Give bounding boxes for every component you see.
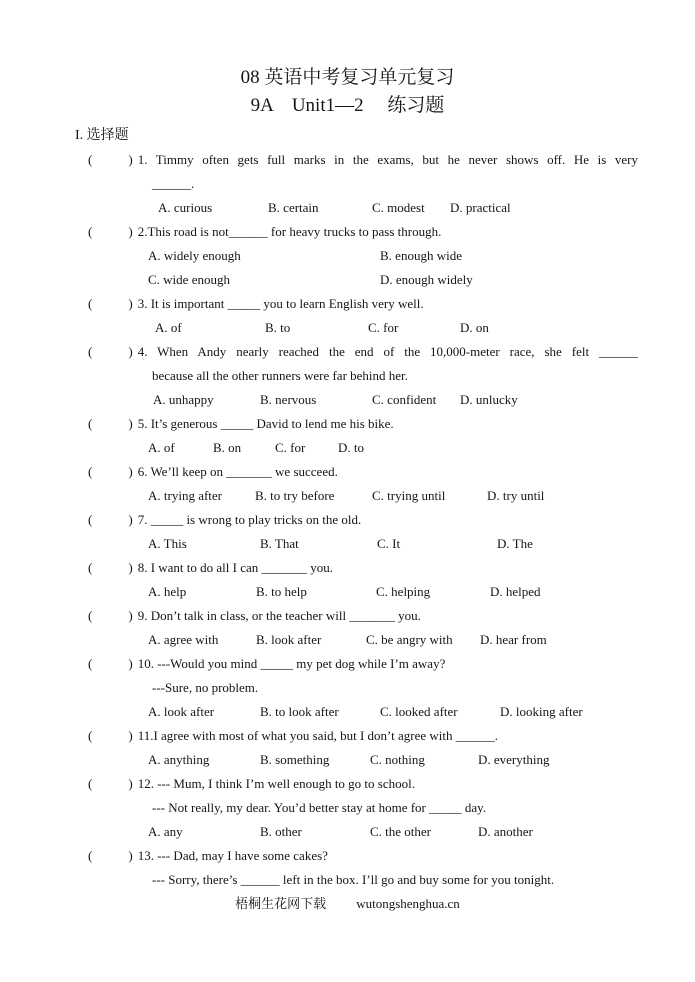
option-label: C. looked after: [380, 704, 458, 719]
answer-bracket-close: ): [128, 848, 133, 863]
option-label: B. look after: [256, 632, 322, 647]
question-first-line: [88, 148, 638, 172]
question-3: [88, 292, 638, 340]
option-label: A. of: [155, 320, 182, 335]
option-label: A. look after: [148, 704, 215, 719]
answer-bracket-close: ): [128, 464, 133, 479]
doc-title: [0, 64, 695, 120]
question-continuation-line: [88, 676, 638, 700]
question-text: because all the other runners were far behind her.: [152, 368, 408, 383]
option-label: C. nothing: [370, 752, 425, 767]
answer-bracket-close: ): [128, 776, 133, 791]
question-6: [88, 460, 638, 508]
option-label: A. agree with: [148, 632, 219, 647]
answer-bracket-open: (: [88, 656, 93, 671]
question-continuation-line: [88, 364, 638, 388]
option-label: C. for: [368, 320, 399, 335]
answer-bracket-open: (: [88, 296, 93, 311]
question-first-line: [88, 340, 638, 364]
answer-bracket-open: (: [88, 728, 93, 743]
question-11: [88, 724, 638, 772]
option-label: C. confident: [372, 392, 437, 407]
answer-bracket-close: ): [128, 416, 133, 431]
option-label: D. The: [497, 536, 533, 551]
answer-bracket-open: (: [88, 152, 93, 167]
option-label: D. helped: [490, 584, 541, 599]
answer-bracket-close: ): [128, 152, 133, 167]
question-1: [88, 148, 638, 220]
option-label: A. trying after: [148, 488, 223, 503]
question-first-line: [88, 460, 638, 484]
option-row: [88, 388, 638, 412]
option-label: A. any: [148, 824, 183, 839]
option-label: A. help: [148, 584, 187, 599]
option-label: A. curious: [158, 200, 213, 215]
option-row: [88, 532, 638, 556]
option-row: [88, 628, 638, 652]
answer-bracket-open: (: [88, 512, 93, 527]
option-label: D. everything: [478, 752, 550, 767]
answer-bracket-close: ): [128, 608, 133, 623]
footer-site-name: 梧桐生花网下载: [235, 896, 327, 911]
question-13: [88, 844, 638, 892]
doc-title-line1: 08 英语中考复习单元复习: [240, 67, 455, 88]
question-text: 8. I want to do all I can _______ you.: [137, 560, 334, 575]
question-first-line: [88, 844, 638, 868]
option-label: B. to look after: [260, 704, 339, 719]
option-label: A. This: [148, 536, 187, 551]
question-4: [88, 340, 638, 412]
option-label: D. practical: [450, 200, 511, 215]
question-continuation-line: [88, 796, 638, 820]
footer-site-url: wutongshenghua.cn: [356, 896, 460, 911]
answer-bracket-open: (: [88, 464, 93, 479]
question-text: 12. --- Mum, I think I’m well enough to go to school.: [137, 776, 415, 791]
answer-bracket-open: (: [88, 608, 93, 623]
option-label: D. another: [478, 824, 533, 839]
answer-bracket-close: ): [128, 560, 133, 575]
question-first-line: [88, 508, 638, 532]
option-label: D. enough widely: [380, 272, 473, 287]
question-text: --- Sorry, there’s ______ left in the box. I’ll go and buy some for you tonight.: [152, 872, 555, 887]
option-label: C. for: [275, 440, 306, 455]
question-text: 3. It is important _____ you to learn English very well.: [137, 296, 424, 311]
option-row: [88, 580, 638, 604]
option-label: D. to: [338, 440, 364, 455]
option-row: [88, 316, 638, 340]
answer-bracket-open: (: [88, 416, 93, 431]
question-10: [88, 652, 638, 724]
question-5: [88, 412, 638, 460]
option-label: C. It: [377, 536, 401, 551]
question-12: [88, 772, 638, 844]
option-label: C. helping: [376, 584, 431, 599]
option-row: [88, 484, 638, 508]
option-label: C. the other: [370, 824, 432, 839]
question-continuation-line: [88, 172, 638, 196]
option-label: D. unlucky: [460, 392, 518, 407]
question-text: 10. ---Would you mind _____ my pet dog while I’m away?: [137, 656, 446, 671]
option-label: C. modest: [372, 200, 425, 215]
answer-bracket-open: (: [88, 344, 93, 359]
option-label: B. nervous: [260, 392, 317, 407]
answer-bracket-open: (: [88, 848, 93, 863]
question-8: [88, 556, 638, 604]
option-row: [88, 268, 638, 292]
option-label: B. to try before: [255, 488, 335, 503]
question-first-line: [88, 220, 638, 244]
option-row: [88, 700, 638, 724]
option-row: [88, 820, 638, 844]
question-text: ---Sure, no problem.: [152, 680, 259, 695]
option-label: C. trying until: [372, 488, 446, 503]
doc-title-line2: 9A Unit1—2 练习题: [250, 95, 445, 116]
question-7: [88, 508, 638, 556]
question-first-line: [88, 724, 638, 748]
option-label: A. of: [148, 440, 175, 455]
option-label: B. other: [260, 824, 302, 839]
question-text: 6. We’ll keep on _______ we succeed.: [137, 464, 338, 479]
answer-bracket-open: (: [88, 560, 93, 575]
question-first-line: [88, 412, 638, 436]
option-label: D. looking after: [500, 704, 583, 719]
page-footer: [0, 892, 695, 916]
option-label: C. be angry with: [366, 632, 453, 647]
question-text: ______.: [152, 176, 195, 191]
question-continuation-line: [88, 868, 638, 892]
option-label: D. hear from: [480, 632, 547, 647]
option-label: D. on: [460, 320, 489, 335]
answer-bracket-close: ): [128, 296, 133, 311]
question-first-line: [88, 652, 638, 676]
question-text: 5. It’s generous _____ David to lend me his bike.: [137, 416, 394, 431]
option-row: [88, 748, 638, 772]
question-first-line: [88, 604, 638, 628]
option-label: B. certain: [268, 200, 319, 215]
option-row: [88, 244, 638, 268]
question-text: 13. --- Dad, may I have some cakes?: [137, 848, 328, 863]
answer-bracket-close: ): [128, 512, 133, 527]
question-first-line: [88, 556, 638, 580]
option-label: B. enough wide: [380, 248, 462, 263]
question-text: 4. When Andy nearly reached the end of the 10,000-meter race, she felt ______: [137, 344, 638, 359]
option-label: B. That: [260, 536, 299, 551]
question-first-line: [88, 772, 638, 796]
answer-bracket-open: (: [88, 224, 93, 239]
question-text: 9. Don’t talk in class, or the teacher will _______ you.: [137, 608, 421, 623]
answer-bracket-close: ): [128, 224, 133, 239]
option-label: B. to: [265, 320, 291, 335]
option-label: B. to help: [256, 584, 307, 599]
option-label: A. unhappy: [153, 392, 214, 407]
answer-bracket-open: (: [88, 776, 93, 791]
answer-bracket-close: ): [128, 344, 133, 359]
option-label: B. on: [213, 440, 242, 455]
answer-bracket-close: ): [128, 656, 133, 671]
option-label: C. wide enough: [148, 272, 230, 287]
question-text: 2.This road is not______ for heavy trucks to pass through.: [137, 224, 442, 239]
option-label: B. something: [260, 752, 330, 767]
option-row: [88, 436, 638, 460]
question-2: [88, 220, 638, 292]
question-text: --- Not really, my dear. You’d better stay at home for _____ day.: [152, 800, 487, 815]
question-text: 7. _____ is wrong to play tricks on the old.: [137, 512, 362, 527]
option-label: D. try until: [487, 488, 545, 503]
answer-bracket-close: ): [128, 728, 133, 743]
section-header: I. 选择题: [75, 128, 129, 143]
question-list: [88, 148, 638, 892]
option-label: A. widely enough: [148, 248, 241, 263]
question-9: [88, 604, 638, 652]
question-first-line: [88, 292, 638, 316]
option-row: [88, 196, 638, 220]
option-label: A. anything: [148, 752, 210, 767]
question-text: 1. Timmy often gets full marks in the exams, but he never shows off. He is very: [137, 152, 638, 167]
question-text: 11.I agree with most of what you said, but I don’t agree with ______.: [137, 728, 499, 743]
